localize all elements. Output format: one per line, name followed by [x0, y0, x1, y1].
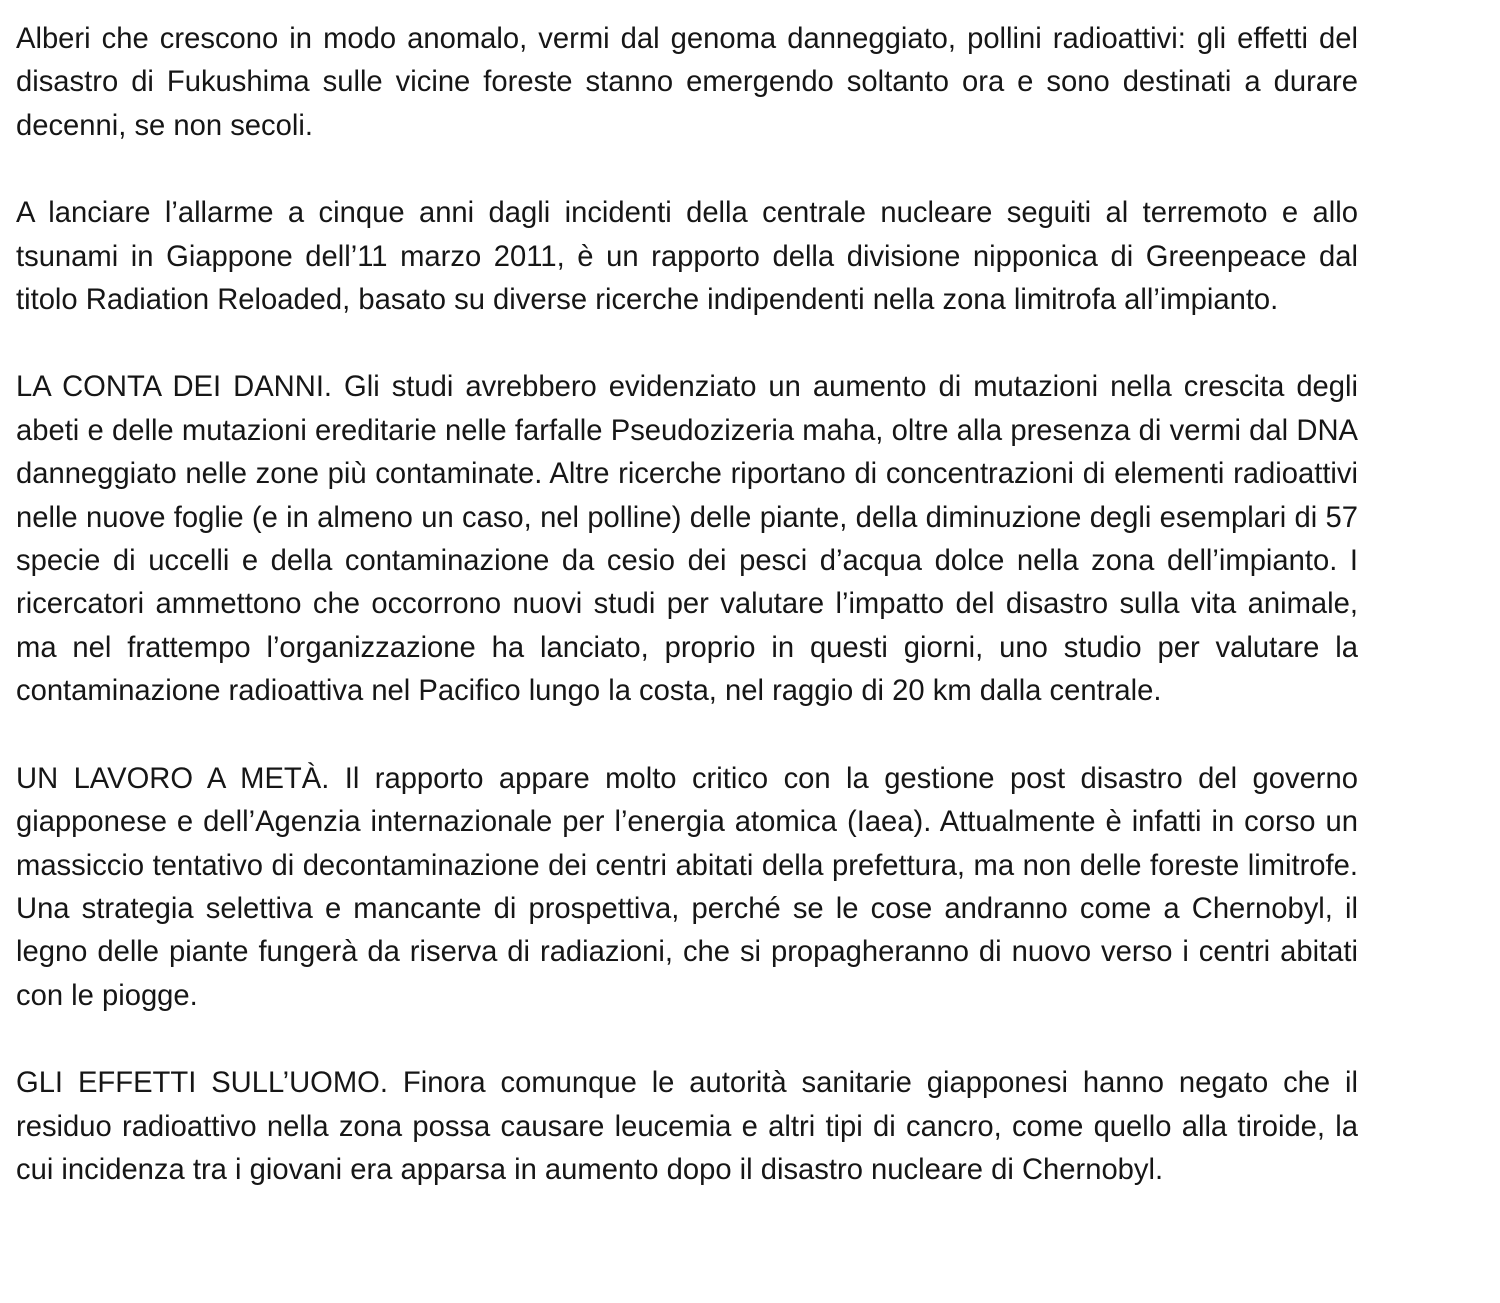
paragraph-damage-count: LA CONTA DEI DANNI. Gli studi avrebbero evidenziato un aumento di mutazioni nella crescita degli abeti e delle mutazioni ereditarie nelle farfalle Pseudozizeria maha, oltre alla presenza di vermi dal DNA danneggiato nelle zone più contaminate. Altre ricerche riportano di concentrazioni di elementi radioattivi nelle nuove foglie (e in almeno un caso, nel polline) delle piante, della diminuzione degli esemplari di 57 specie di uccelli e della contaminazione da cesio dei pesci d’acqua dolce nella zona dell’impianto. I ricercatori ammettono che occorrono nuovi studi per valutare l’impatto del disastro sulla vita animale, ma nel frattempo l’organizzazione ha lanciato, proprio in questi giorni, uno studio per valutare la contaminazione radioattiva nel Pacifico lungo la costa, nel raggio di 20 km dalla centrale.: [16, 371, 1358, 708]
paragraph-report: A lanciare l’allarme a cinque anni dagli incidenti della centrale nucleare seguiti al terremoto e allo tsunami in Giappone dell’11 marzo 2011, è un rapporto della divisione nipponica di Greenpeace dal titolo Radiation Reloaded, basato su diverse ricerche indipendenti nella zona limitrofa all’impianto.: [16, 197, 1358, 317]
paragraph-intro: Alberi che crescono in modo anomalo, vermi dal genoma danneggiato, pollini radioattivi: gli effetti del disastro di Fukushima sulle vicine foreste stanno emergendo soltanto ora e sono destinati a durare decenni, se non secoli.: [16, 23, 1358, 142]
paragraph-human-effects: GLI EFFETTI SULL’UOMO. Finora comunque le autorità sanitarie giapponesi hanno negato che il residuo radioattivo nella zona possa causare leucemia e altri tipi di cancro, come quello alla tiroide, la cui incidenza tra i giovani era apparsa in aumento dopo il disastro nucleare di Chernobyl.: [16, 1067, 1358, 1186]
article-body: [16, 18, 1358, 1192]
paragraph-half-work: UN LAVORO A METÀ. Il rapporto appare molto critico con la gestione post disastro del governo giapponese e dell’Agenzia internazionale per l’energia atomica (Iaea). Attualmente è infatti in corso un massiccio tentativo di decontaminazione dei centri abitati della prefettura, ma non delle foreste limitrofe. Una strategia selettiva e mancante di prospettiva, perché se le cose andranno come a Chernobyl, il legno delle piante fungerà da riserva di radiazioni, che si propagheranno di nuovo verso i centri abitati con le piogge.: [16, 762, 1358, 1012]
